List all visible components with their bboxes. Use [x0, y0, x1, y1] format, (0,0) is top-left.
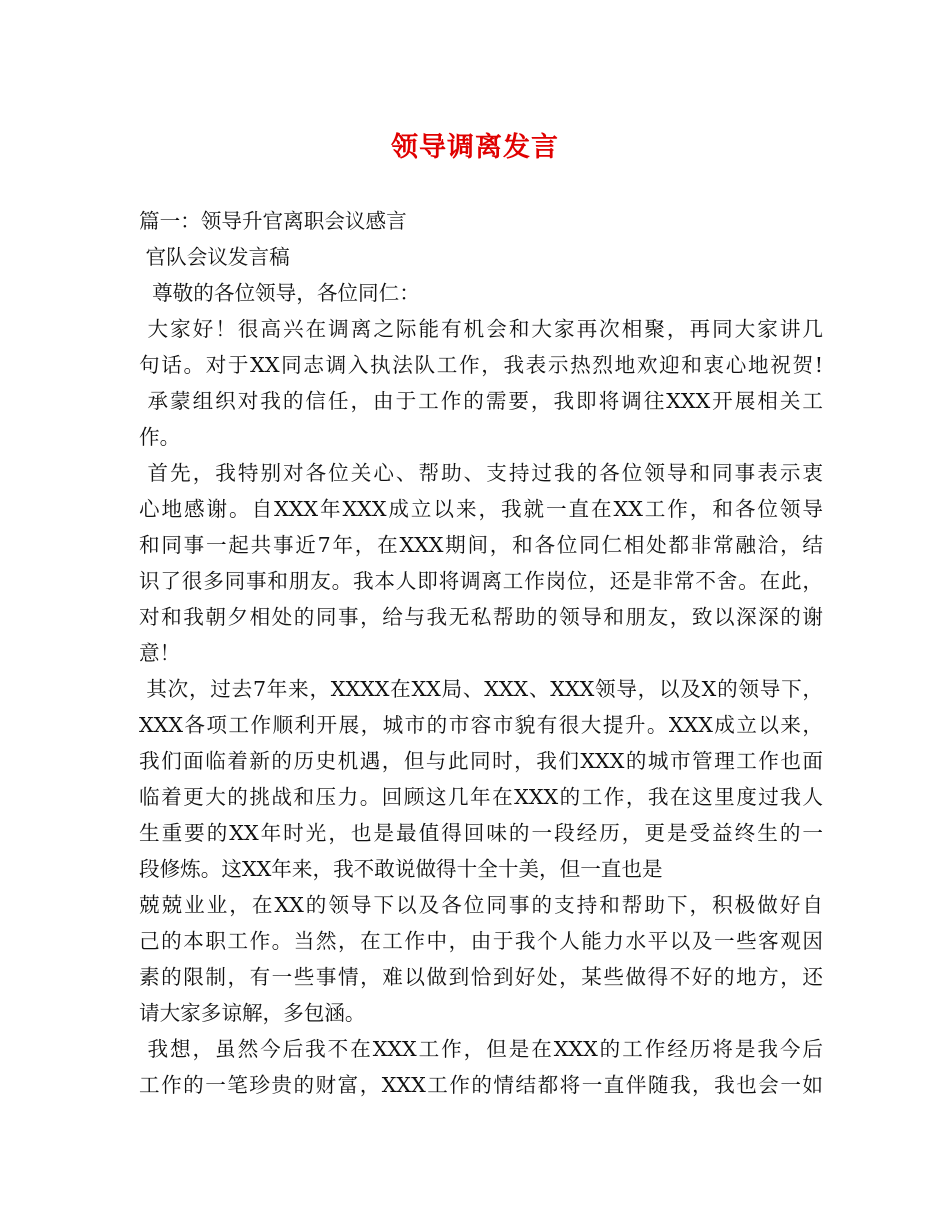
text-line: 大家好！很高兴在调离之际能有机会和大家再次相聚，再同大家讲几 — [139, 317, 823, 341]
text-line: 首先，我特别对各位关心、帮助、支持过我的各位领导和同事表示衷 — [139, 461, 823, 485]
text-line: 素的限制，有一些事情，难以做到恰到好处，某些做得不好的地方，还 — [139, 965, 823, 989]
text-line: 心地感谢。自XXX年XXX成立以来，我就一直在XX工作，和各位领导 — [139, 497, 823, 521]
document-body — [139, 203, 823, 1103]
text-line: 官队会议发言稿 — [139, 245, 290, 269]
text-line: 段修炼。这XX年来，我不敢说做得十全十美，但一直也是 — [139, 857, 663, 881]
text-line: 其次，过去7年来，XXXX在XX局、XXX、XXX领导，以及X的领导下， — [139, 677, 823, 701]
text-line: 我们面临着新的历史机遇，但与此同时，我们XXX的城市管理工作也面 — [139, 749, 823, 773]
text-line: 生重要的XX年时光，也是最值得回味的一段经历，更是受益终生的一 — [139, 821, 823, 845]
text-line: 兢兢业业，在XX的领导下以及各位同事的支持和帮助下，积极做好自 — [139, 893, 823, 917]
text-line: 和同事一起共事近7年，在XXX期间，和各位同仁相处都非常融洽，结 — [139, 533, 823, 557]
text-line: 意！ — [139, 641, 181, 665]
text-line: XXX各项工作顺利开展，城市的市容市貌有很大提升。XXX成立以来， — [139, 713, 823, 737]
text-line: 句话。对于XX同志调入执法队工作，我表示热烈地欢迎和衷心地祝贺! — [139, 353, 823, 377]
document-title: 领导调离发言 — [391, 132, 559, 163]
text-line: 工作的一笔珍贵的财富，XXX工作的情结都将一直伴随我，我也会一如 — [139, 1073, 823, 1097]
text-line: 请大家多谅解，多包涵。 — [139, 1001, 366, 1025]
text-line: 识了很多同事和朋友。我本人即将调离工作岗位，还是非常不舍。在此， — [139, 569, 823, 593]
text-line: 承蒙组织对我的信任，由于工作的需要，我即将调往XXX开展相关工 — [139, 389, 823, 413]
text-line: 临着更大的挑战和压力。回顾这几年在XXX的工作，我在这里度过我人 — [139, 785, 823, 809]
text-line: 尊敬的各位领导，各位同仁： — [139, 281, 420, 305]
text-line: 作。 — [139, 425, 181, 449]
text-line: 我想，虽然今后我不在XXX工作，但是在XXX的工作经历将是我今后 — [139, 1037, 823, 1061]
text-line: 己的本职工作。当然，在工作中，由于我个人能力水平以及一些客观因 — [139, 929, 823, 953]
text-line: 对和我朝夕相处的同事，给与我无私帮助的领导和朋友，致以深深的谢 — [139, 605, 823, 629]
text-line: 篇一：领导升官离职会议感言 — [139, 209, 407, 233]
